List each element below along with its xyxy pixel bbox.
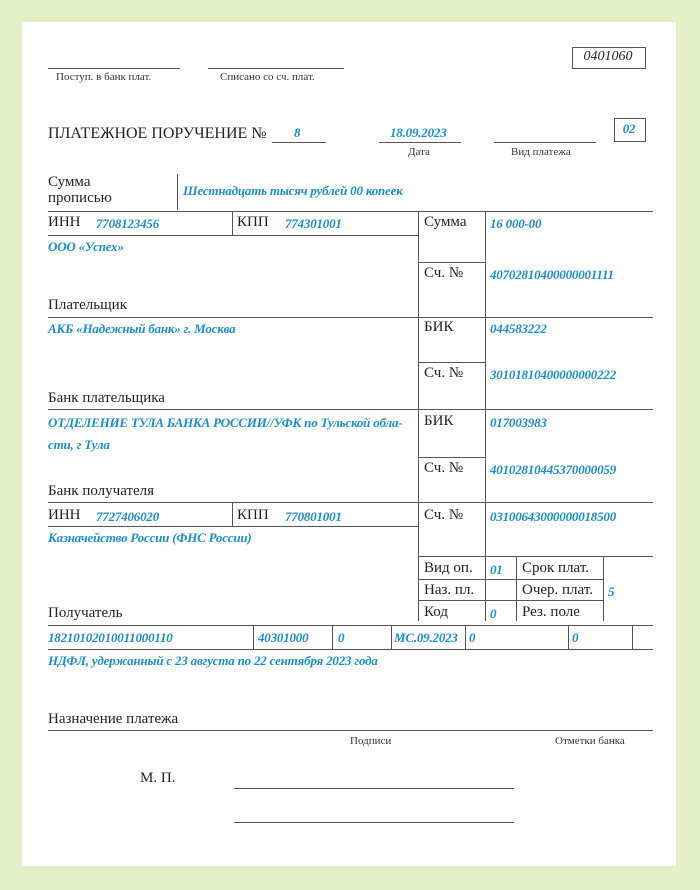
code-label: Код xyxy=(424,604,448,620)
received-line xyxy=(48,68,180,69)
line-payee-bank-bik xyxy=(418,457,485,458)
amount-value: 16 000-00 xyxy=(490,216,542,231)
debited-label: Списано со сч. плат. xyxy=(220,71,315,83)
value-divider xyxy=(485,211,486,621)
status-code: 02 xyxy=(622,121,636,136)
stamp-label: М. П. xyxy=(140,770,176,786)
payer-inn-label: ИНН xyxy=(48,214,81,230)
payee-bank-bik: 017003983 xyxy=(490,415,547,430)
payer-name: ООО «Успех» xyxy=(48,239,124,254)
amount-words-value: Шестнадцать тысяч рублей 00 копеек xyxy=(183,183,403,198)
payee-name: Казначейство России (ФНС России) xyxy=(48,530,252,545)
bank-marks-label: Отметки банка xyxy=(555,735,625,747)
tax-oktmo: 40301000 xyxy=(258,630,309,645)
line-payee-account xyxy=(418,556,653,557)
reserve-label: Рез. поле xyxy=(522,604,580,620)
received-label: Поступ. в банк плат. xyxy=(56,71,152,83)
order-number-line xyxy=(272,142,326,143)
payment-type-label: Вид платежа xyxy=(511,146,571,158)
tax-div-4 xyxy=(465,625,466,650)
payee-kpp-label: КПП xyxy=(237,507,269,523)
purpose-text: НДФЛ, удержанный с 23 августа по 22 сентября 2023 года xyxy=(48,653,378,668)
payee-bank-name-line1: ОТДЕЛЕНИЕ ТУЛА БАНКА РОССИИ//УФК по Тульской обла- xyxy=(48,415,403,430)
tax-doc-number: 0 xyxy=(469,630,476,645)
code-value-divider xyxy=(603,556,604,621)
payee-bank-label: Банк получателя xyxy=(48,483,155,499)
tax-period: МС.09.2023 xyxy=(394,630,458,645)
payee-bank-account: 40102810445370000059 xyxy=(490,462,617,477)
payment-type-line xyxy=(494,142,596,143)
payer-kpp-label: КПП xyxy=(237,214,269,230)
payee-account-label: Сч. № xyxy=(424,507,464,523)
middle-divider-2 xyxy=(418,502,419,621)
line-payer-bank-bik xyxy=(418,362,485,363)
tax-div-3 xyxy=(391,625,392,650)
date-line xyxy=(379,142,461,143)
payee-label: Получатель xyxy=(48,605,123,621)
tax-div-1 xyxy=(253,625,254,650)
line-purpose xyxy=(48,730,653,731)
payee-bank-name-line2: сти, г Тула xyxy=(48,437,110,452)
line-payee-bank xyxy=(48,502,653,503)
payment-order-form xyxy=(22,22,676,866)
op-type-label: Вид оп. xyxy=(424,560,473,576)
tax-doc-date: 0 xyxy=(572,630,579,645)
payee-inn: 7727406020 xyxy=(96,509,160,524)
payer-inn-divider xyxy=(232,211,233,235)
payer-bank-name: АКБ «Надежный банк» г. Москва xyxy=(48,321,236,336)
payee-kpp: 770801001 xyxy=(285,509,342,524)
signatures-label: Подписи xyxy=(350,735,392,747)
purpose-code-label: Наз. пл. xyxy=(424,582,475,598)
line-tax xyxy=(48,649,653,650)
debited-line xyxy=(208,68,344,69)
order-number: 8 xyxy=(294,125,301,140)
priority-label: Очер. плат. xyxy=(522,582,593,598)
form-code: 0401060 xyxy=(583,49,633,64)
date-label: Дата xyxy=(408,146,430,158)
priority: 5 xyxy=(608,584,615,599)
form-title: ПЛАТЕЖНОЕ ПОРУЧЕНИЕ № xyxy=(48,125,267,142)
signature-line-2 xyxy=(234,822,514,823)
line-amount-words xyxy=(48,211,653,212)
payer-bank-label: Банк плательщика xyxy=(48,390,165,406)
payer-bank-account-label: Сч. № xyxy=(424,365,464,381)
payee-bank-account-label: Сч. № xyxy=(424,460,464,476)
code: 0 xyxy=(490,606,497,621)
payer-bank-account: 30101810400000000222 xyxy=(490,367,617,382)
payer-label: Плательщик xyxy=(48,297,127,313)
payer-account: 40702810400000001111 xyxy=(490,267,614,282)
payer-account-label: Сч. № xyxy=(424,265,464,281)
signature-line-1 xyxy=(234,788,514,789)
middle-divider-1 xyxy=(418,211,419,502)
line-op-type xyxy=(418,579,603,580)
tax-div-5 xyxy=(568,625,569,650)
order-date: 18.09.2023 xyxy=(390,125,447,140)
line-amount xyxy=(418,262,485,263)
amount-words-divider xyxy=(177,174,178,210)
code-divider xyxy=(516,556,517,621)
tax-div-2 xyxy=(332,625,333,650)
payee-bank-bik-label: БИК xyxy=(424,413,454,429)
line-payer-inn xyxy=(48,235,418,236)
line-payer xyxy=(48,317,653,318)
line-payee-inn xyxy=(48,526,418,527)
payee-inn-label: ИНН xyxy=(48,507,81,523)
line-payer-bank xyxy=(48,409,653,410)
amount-label: Сумма xyxy=(424,214,467,230)
op-type: 01 xyxy=(490,562,503,577)
tax-kbk: 18210102010011000110 xyxy=(48,630,173,645)
payer-bank-bik: 044583222 xyxy=(490,321,547,336)
line-purpose-code xyxy=(418,600,603,601)
payer-inn: 7708123456 xyxy=(96,216,160,231)
amount-words-label: Сумма прописью xyxy=(48,174,112,206)
term-label: Срок плат. xyxy=(522,560,590,576)
tax-div-6 xyxy=(632,625,633,650)
payer-bank-bik-label: БИК xyxy=(424,319,454,335)
payee-account: 03100643000000018500 xyxy=(490,509,617,524)
purpose-label: Назначение платежа xyxy=(48,711,179,727)
tax-basis: 0 xyxy=(338,630,345,645)
line-payee xyxy=(48,625,653,626)
payer-kpp: 774301001 xyxy=(285,216,342,231)
payee-inn-divider xyxy=(232,502,233,526)
